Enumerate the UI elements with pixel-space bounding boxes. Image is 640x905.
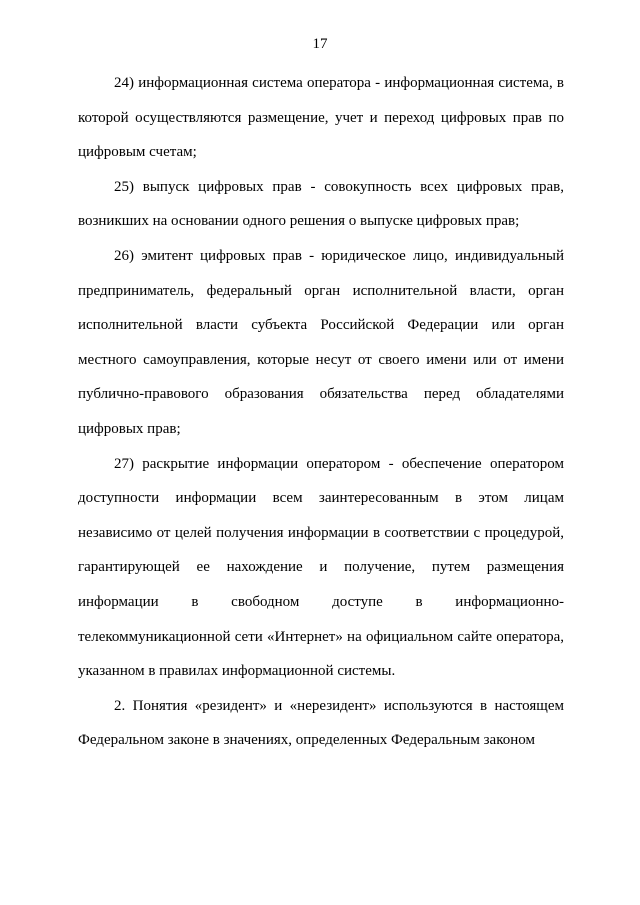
paragraph-item-24: 24) информационная система оператора - информационная система, в которой осуществляются размещение, учет и переход цифровых прав по цифровым счетам; (78, 75, 564, 161)
paragraph-item-25: 25) выпуск цифровых прав - совокупность всех цифровых прав, возникших на основании одного решения о выпуске цифровых прав; (78, 178, 564, 230)
document-body (78, 66, 564, 758)
paragraph-section-2: 2. Понятия «резидент» и «нерезидент» используются в настоящем Федеральном законе в значениях, определенных Федеральным законом (78, 697, 564, 749)
paragraph-item-27: 27) раскрытие информации оператором - обеспечение оператором доступности информации всем заинтересованным в этом лицам независимо от целей получения информации в соответствии с процедурой, гарантирующей ее нахождение и получение, путем размещения информации в свободном доступе в информационно-телекоммуникационной сети «Интернет» на официальном сайте оператора, указанном в правилах информационной системы. (78, 455, 564, 680)
paragraph-item-26: 26) эмитент цифровых прав - юридическое лицо, индивидуальный предприниматель, федеральный орган исполнительной власти, орган исполнительной власти субъекта Российской Федерации или орган местного самоуправления, которые несут от своего имени или от имени публично-правового образования обязательства перед обладателями цифровых прав; (78, 247, 564, 437)
page-number: 17 (312, 36, 328, 52)
